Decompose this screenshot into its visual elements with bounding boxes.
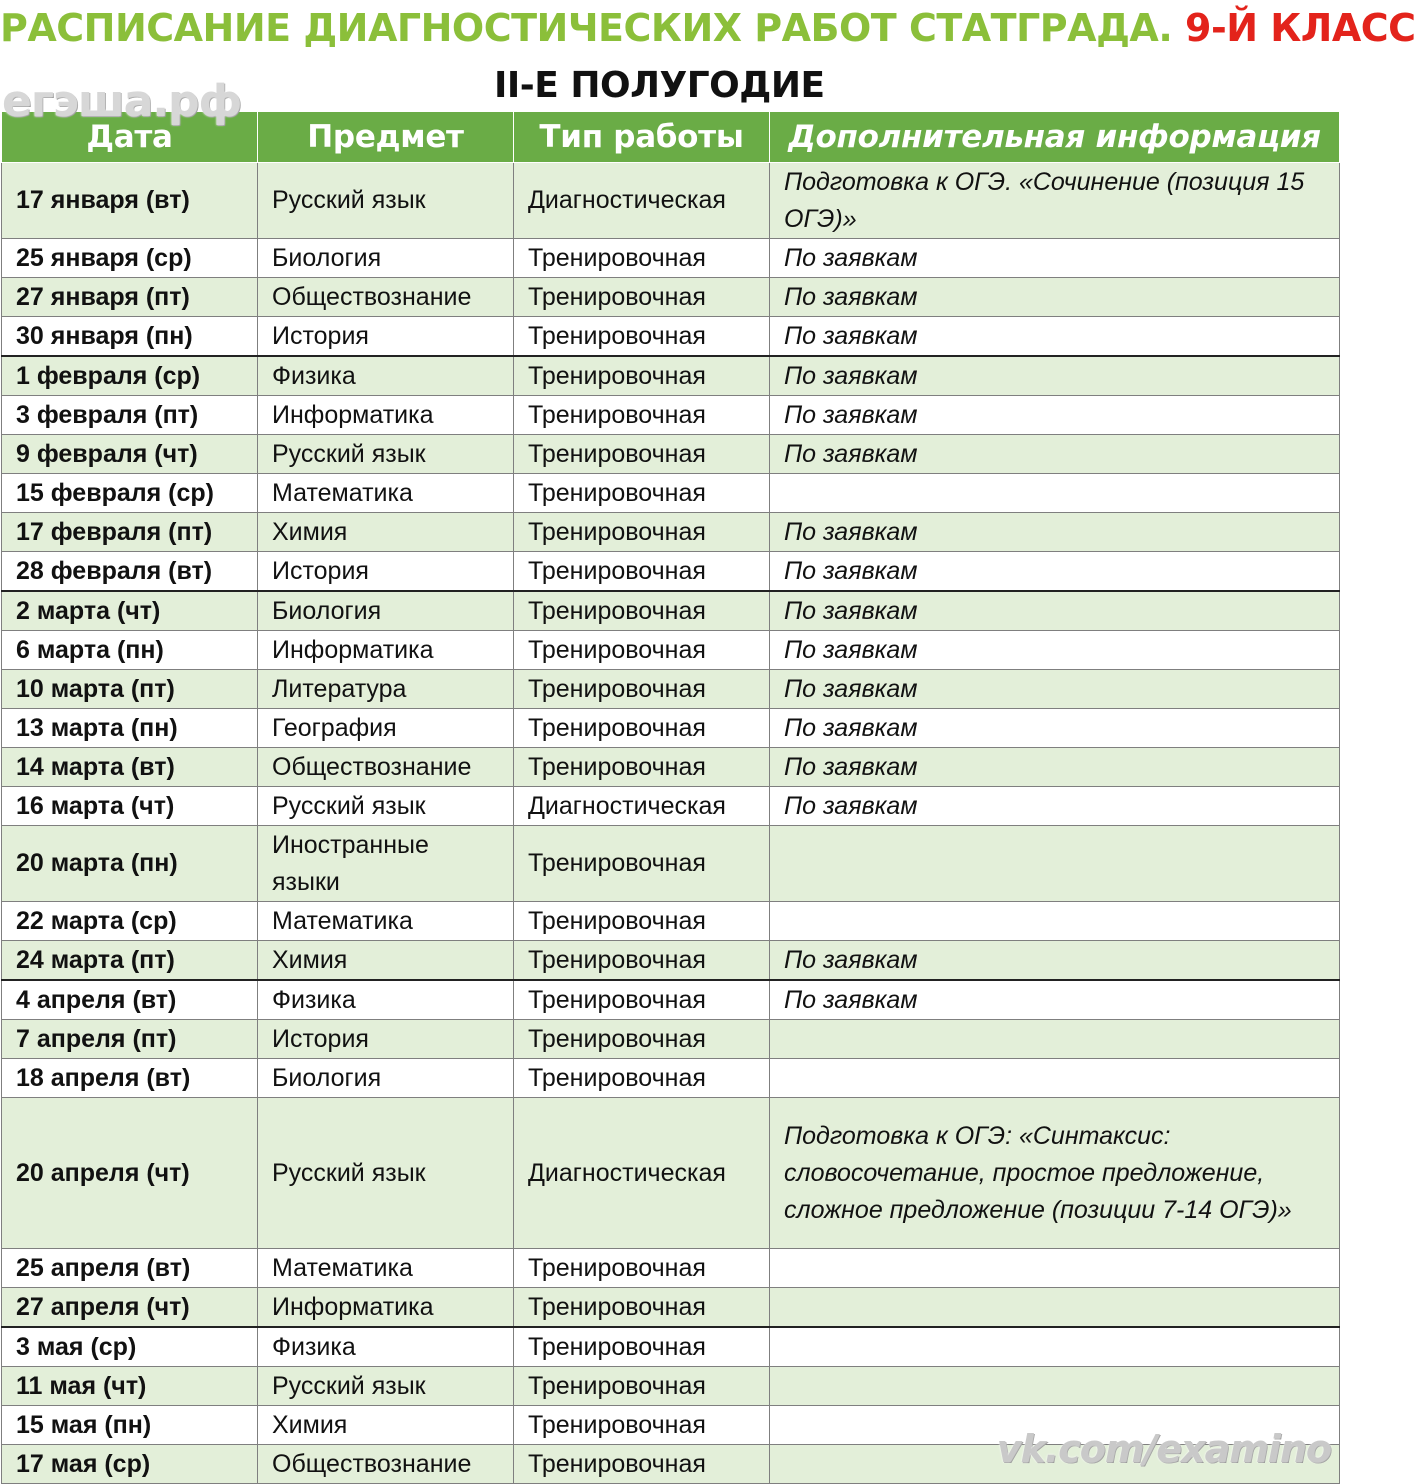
cell-info: По заявкам	[770, 356, 1340, 396]
cell-info: По заявкам	[770, 709, 1340, 748]
schedule-table	[1, 111, 1340, 1484]
cell-info	[770, 1288, 1340, 1328]
cell-info: По заявкам	[770, 239, 1340, 278]
table-row	[2, 356, 1340, 396]
cell-date: 27 апреля (чт)	[2, 1288, 258, 1328]
cell-type: Тренировочная	[514, 356, 770, 396]
cell-date: 4 апреля (вт)	[2, 980, 258, 1020]
cell-info: По заявкам	[770, 278, 1340, 317]
cell-info	[770, 1059, 1340, 1098]
table-row	[2, 748, 1340, 787]
table-row	[2, 941, 1340, 981]
title-class: 9-Й КЛАСС	[1185, 6, 1416, 50]
cell-subject: История	[258, 552, 514, 592]
table-row	[2, 670, 1340, 709]
cell-type: Тренировочная	[514, 474, 770, 513]
cell-info: По заявкам	[770, 591, 1340, 631]
cell-subject: Обществознание	[258, 278, 514, 317]
cell-info: По заявкам	[770, 552, 1340, 592]
table-row	[2, 552, 1340, 592]
table-row	[2, 787, 1340, 826]
table-row	[2, 474, 1340, 513]
cell-subject: Информатика	[258, 1288, 514, 1328]
column-header-date: Дата	[2, 112, 258, 163]
cell-subject: Русский язык	[258, 163, 514, 239]
cell-info: По заявкам	[770, 941, 1340, 981]
cell-subject: Обществознание	[258, 1445, 514, 1484]
cell-type: Тренировочная	[514, 1445, 770, 1484]
cell-date: 25 января (ср)	[2, 239, 258, 278]
cell-info: По заявкам	[770, 787, 1340, 826]
table-row	[2, 513, 1340, 552]
cell-type: Тренировочная	[514, 552, 770, 592]
cell-type: Тренировочная	[514, 941, 770, 981]
cell-type: Тренировочная	[514, 1288, 770, 1328]
cell-type: Диагностическая	[514, 1098, 770, 1249]
cell-subject: История	[258, 317, 514, 357]
cell-info: Подготовка к ОГЭ. «Сочинение (позиция 15 ОГЭ)»	[770, 163, 1340, 239]
page-title	[0, 4, 1416, 52]
cell-date: 6 марта (пн)	[2, 631, 258, 670]
cell-subject: Обществознание	[258, 748, 514, 787]
title-main: РАСПИСАНИЕ ДИАГНОСТИЧЕСКИХ РАБОТ СТАТГРАДА.	[0, 6, 1173, 50]
table-row	[2, 591, 1340, 631]
cell-info	[770, 1249, 1340, 1288]
cell-type: Тренировочная	[514, 709, 770, 748]
column-header-type: Тип работы	[514, 112, 770, 163]
cell-subject: Физика	[258, 1327, 514, 1367]
cell-type: Тренировочная	[514, 1020, 770, 1059]
table-row	[2, 826, 1340, 902]
cell-info: По заявкам	[770, 631, 1340, 670]
cell-type: Тренировочная	[514, 317, 770, 357]
cell-date: 13 марта (пн)	[2, 709, 258, 748]
cell-date: 20 марта (пн)	[2, 826, 258, 902]
cell-date: 9 февраля (чт)	[2, 435, 258, 474]
cell-date: 11 мая (чт)	[2, 1367, 258, 1406]
cell-type: Тренировочная	[514, 1059, 770, 1098]
table-row	[2, 1288, 1340, 1328]
table-row	[2, 1020, 1340, 1059]
cell-subject: Биология	[258, 1059, 514, 1098]
table-row	[2, 239, 1340, 278]
cell-type: Диагностическая	[514, 163, 770, 239]
cell-date: 2 марта (чт)	[2, 591, 258, 631]
cell-type: Тренировочная	[514, 591, 770, 631]
table-row	[2, 1327, 1340, 1367]
cell-subject: Химия	[258, 513, 514, 552]
cell-date: 25 апреля (вт)	[2, 1249, 258, 1288]
cell-type: Тренировочная	[514, 826, 770, 902]
cell-date: 20 апреля (чт)	[2, 1098, 258, 1249]
cell-info: По заявкам	[770, 980, 1340, 1020]
cell-type: Тренировочная	[514, 513, 770, 552]
cell-type: Тренировочная	[514, 1367, 770, 1406]
cell-subject: Физика	[258, 356, 514, 396]
cell-date: 28 февраля (вт)	[2, 552, 258, 592]
cell-info	[770, 902, 1340, 941]
cell-date: 15 мая (пн)	[2, 1406, 258, 1445]
watermark-top: егэша.рф	[2, 76, 242, 127]
column-header-info: Дополнительная информация	[770, 112, 1340, 163]
cell-subject: Химия	[258, 1406, 514, 1445]
cell-date: 7 апреля (пт)	[2, 1020, 258, 1059]
table-row	[2, 317, 1340, 357]
cell-info: По заявкам	[770, 317, 1340, 357]
cell-date: 22 марта (ср)	[2, 902, 258, 941]
cell-subject: Русский язык	[258, 787, 514, 826]
cell-date: 17 февраля (пт)	[2, 513, 258, 552]
cell-date: 3 мая (ср)	[2, 1327, 258, 1367]
watermark-bottom: vk.com/examino	[996, 1427, 1331, 1471]
cell-type: Тренировочная	[514, 278, 770, 317]
cell-info	[770, 474, 1340, 513]
cell-type: Тренировочная	[514, 435, 770, 474]
cell-info	[770, 1367, 1340, 1406]
cell-subject: География	[258, 709, 514, 748]
table-row	[2, 1059, 1340, 1098]
cell-subject: Иностранные языки	[258, 826, 514, 902]
cell-date: 17 января (вт)	[2, 163, 258, 239]
cell-subject: Биология	[258, 239, 514, 278]
cell-type: Диагностическая	[514, 787, 770, 826]
cell-type: Тренировочная	[514, 748, 770, 787]
table-row	[2, 1249, 1340, 1288]
cell-date: 10 марта (пт)	[2, 670, 258, 709]
table-row	[2, 396, 1340, 435]
cell-subject: Математика	[258, 902, 514, 941]
cell-date: 24 марта (пт)	[2, 941, 258, 981]
cell-date: 30 января (пн)	[2, 317, 258, 357]
cell-date: 1 февраля (ср)	[2, 356, 258, 396]
cell-type: Тренировочная	[514, 1249, 770, 1288]
table-row	[2, 1367, 1340, 1406]
cell-date: 18 апреля (вт)	[2, 1059, 258, 1098]
cell-type: Тренировочная	[514, 631, 770, 670]
cell-subject: Русский язык	[258, 1098, 514, 1249]
cell-date: 16 марта (чт)	[2, 787, 258, 826]
table-row	[2, 631, 1340, 670]
cell-info: По заявкам	[770, 396, 1340, 435]
cell-type: Тренировочная	[514, 980, 770, 1020]
cell-date: 27 января (пт)	[2, 278, 258, 317]
cell-subject: Математика	[258, 1249, 514, 1288]
cell-subject: История	[258, 1020, 514, 1059]
cell-type: Тренировочная	[514, 670, 770, 709]
cell-info: Подготовка к ОГЭ: «Синтаксис: словосочетание, простое предложение, сложное предложение (позиции 7-14 ОГЭ)»	[770, 1098, 1340, 1249]
cell-subject: Химия	[258, 941, 514, 981]
table-row	[2, 1098, 1340, 1249]
table-row	[2, 163, 1340, 239]
cell-subject: Информатика	[258, 396, 514, 435]
cell-date: 17 мая (ср)	[2, 1445, 258, 1484]
cell-subject: Биология	[258, 591, 514, 631]
cell-date: 3 февраля (пт)	[2, 396, 258, 435]
table-row	[2, 709, 1340, 748]
cell-subject: Литература	[258, 670, 514, 709]
cell-info	[770, 1020, 1340, 1059]
cell-type: Тренировочная	[514, 1327, 770, 1367]
cell-subject: Физика	[258, 980, 514, 1020]
cell-info: По заявкам	[770, 435, 1340, 474]
cell-subject: Русский язык	[258, 1367, 514, 1406]
cell-type: Тренировочная	[514, 902, 770, 941]
cell-info: По заявкам	[770, 748, 1340, 787]
cell-date: 15 февраля (ср)	[2, 474, 258, 513]
table-row	[2, 278, 1340, 317]
column-header-subject: Предмет	[258, 112, 514, 163]
cell-subject: Информатика	[258, 631, 514, 670]
table-row	[2, 980, 1340, 1020]
cell-date: 14 марта (вт)	[2, 748, 258, 787]
cell-type: Тренировочная	[514, 396, 770, 435]
cell-info: По заявкам	[770, 670, 1340, 709]
page-subtitle: II-Е ПОЛУГОДИЕ	[494, 65, 825, 106]
cell-type: Тренировочная	[514, 239, 770, 278]
cell-info	[770, 826, 1340, 902]
table-row	[2, 902, 1340, 941]
cell-subject: Русский язык	[258, 435, 514, 474]
cell-type: Тренировочная	[514, 1406, 770, 1445]
cell-subject: Математика	[258, 474, 514, 513]
cell-info: По заявкам	[770, 513, 1340, 552]
cell-info	[770, 1327, 1340, 1367]
table-body	[2, 163, 1340, 1484]
table-row	[2, 435, 1340, 474]
